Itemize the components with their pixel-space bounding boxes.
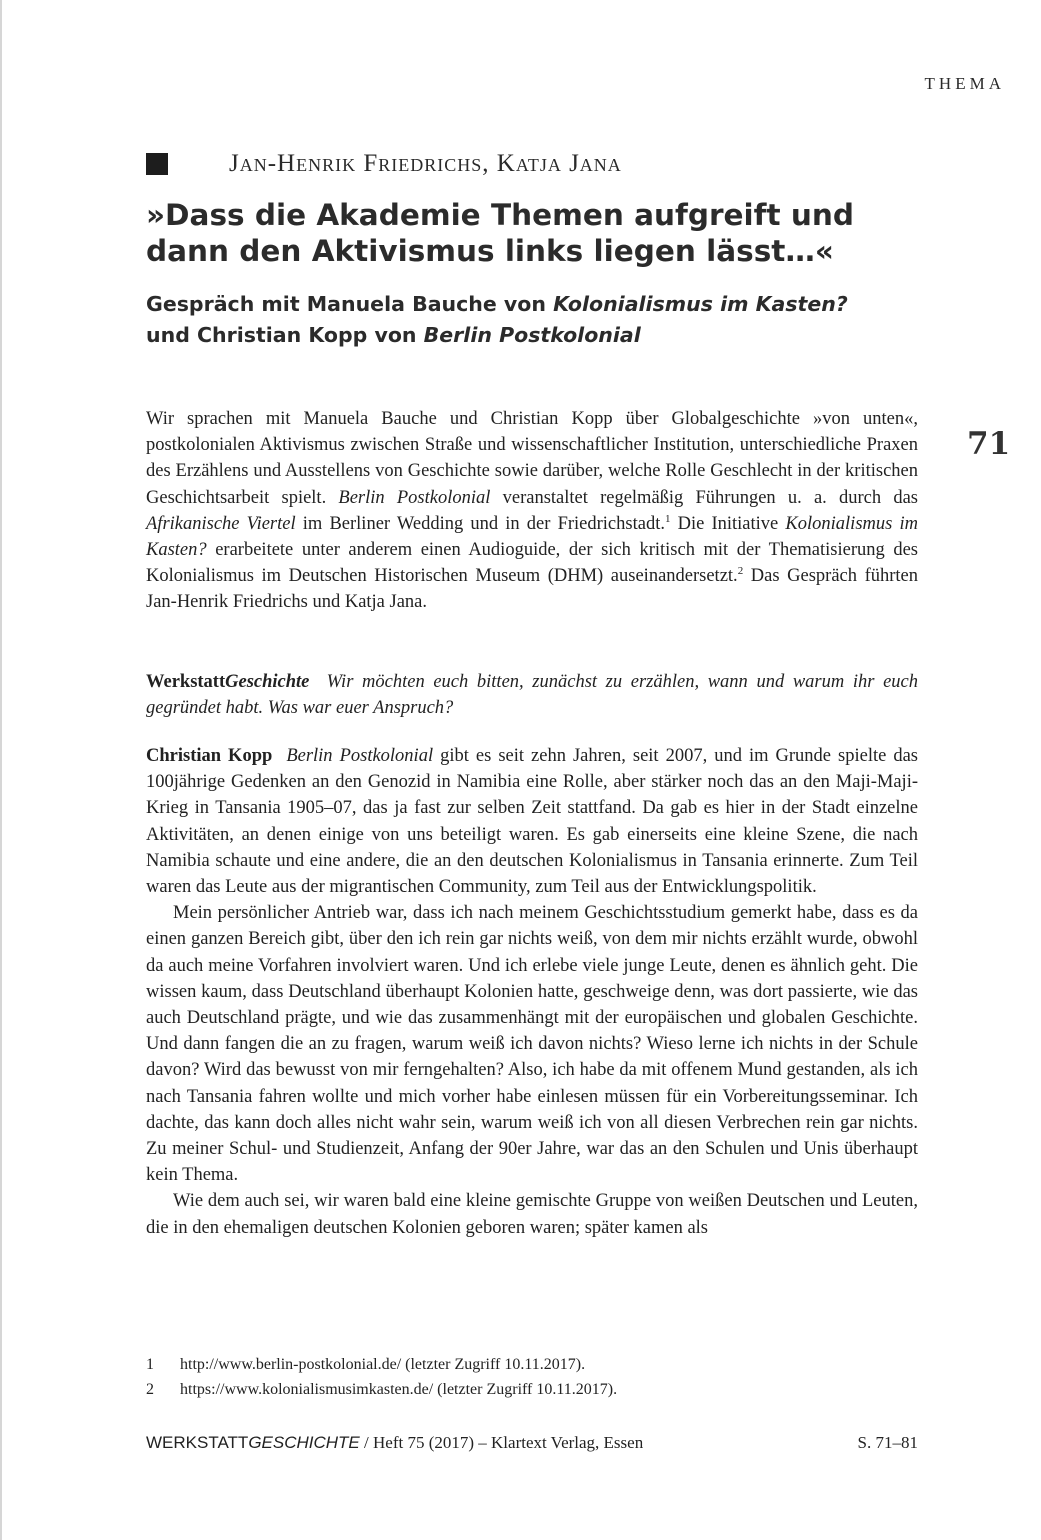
footnotes — [146, 1352, 918, 1402]
answer-paragraph: Christian Kopp Berlin Postkolonial gibt es seit zehn Jahren, seit 2007, und im Grunde spielte das 100jährige Gedenken an den Genozid in Namibia eine Rolle, aber stärker noch das an den Maji-Maji-Krieg in Tansania 1905–07, das ja fast zur selben Zeit stattfand. Da gab es hier in der Stadt einzelne Aktivitäten, an denen einige von uns beteiligt waren. Es gab einerseits eine kleine Szene, die nach Namibia schaute und eine andere, die an den deutschen Kolonialismus in Tansania erinnerte. Zum Teil waren das Leute aus der migrantischen Community, zum Teil aus der Entwicklungspolitik. — [146, 746, 918, 898]
subtitle-org-1: Kolonialismus im Kasten? — [553, 292, 848, 316]
answer-paragraph: Wie dem auch sei, wir waren bald eine kleine gemischte Gruppe von weißen Deutschen und Leuten, die in den ehemaligen deutschen Kolonien geboren waren; später kamen als — [146, 1191, 918, 1238]
intro-paragraph: Wir sprachen mit Manuela Bauche und Christian Kopp über Globalgeschichte »von unten«, postkolonialen Aktivismus zwischen Straße und wissenschaftlicher Institution, unterschiedliche Praxen des Erzählens und Ausstellens von Geschichte sowie darüber, welche Rolle Geschlecht in der kritischen Geschichtsarbeit spielt. Berlin Postkolonial veranstaltet regelmäßig Führungen u. a. durch das Afrikanische Viertel im Berliner Wedding und in der Friedrichstadt.$^1$ Die Initiative Kolonialismus im Kasten? erarbeitete unter anderem einen Audioguide, der sich kritisch mit der Thematisierung des Kolonialismus im Deutschen Historischen Museum (DHM) auseinandersetzt.$^2$ Das Gespräch führten Jan-Henrik Friedrichs und Katja Jana. — [146, 409, 919, 613]
footnote-ref-1: 1 — [664, 512, 671, 525]
author-line — [146, 150, 622, 178]
interview-answer — [146, 743, 918, 1241]
author-names: Jan-Henrik Friedrichs, Katja Jana — [229, 150, 622, 177]
article-title: »Dass die Akademie Themen aufgreift und dann den Aktivismus links liegen lässt…« — [146, 198, 854, 268]
question-text: Wir möchten euch bitten, zunächst zu erzählen, wann und warum ihr euch gegründet habt. Was war euer Anspruch? — [146, 672, 919, 719]
footnote: 1 http://www.berlin-postkolonial.de/ (letzter Zugriff 10.11.2017). — [146, 1352, 918, 1377]
page-edge — [0, 0, 2, 1540]
footnote: 2 https://www.kolonialismusimkasten.de/ (letzter Zugriff 10.11.2017). — [146, 1377, 918, 1402]
interview-question — [146, 669, 918, 721]
question-speaker: WerkstattGeschichte — [146, 672, 310, 692]
subtitle-text-2: und Christian Kopp von — [146, 323, 424, 347]
footnote-link[interactable]: https://www.kolonialismusimkasten.de/ (letzter Zugriff 10.11.2017). — [180, 1381, 618, 1398]
footnote-ref-2: 2 — [737, 565, 744, 578]
section-label: THEMA — [924, 74, 1005, 93]
journal-citation: WERKSTATTGESCHICHTE / Heft 75 (2017) – Klartext Verlag, Essen — [146, 1433, 644, 1452]
page-range: S. 71–81 — [857, 1433, 918, 1452]
answer-speaker: Christian Kopp — [146, 746, 273, 766]
page-number: 71 — [967, 426, 1011, 462]
footnote-link[interactable]: http://www.berlin-postkolonial.de/ (letzter Zugriff 10.11.2017). — [180, 1356, 586, 1373]
square-bullet-icon — [146, 153, 168, 175]
page-footer — [146, 1433, 918, 1453]
article-subtitle — [146, 289, 926, 351]
answer-paragraph: Mein persönlicher Antrieb war, dass ich nach meinem Geschichtsstudium gemerkt habe, dass es da einen ganzen Bereich gibt, über den ich rein gar nichts weiß, von dem mir nichts erzählt wurde, obwohl da auch meine Vorfahren involviert waren. Und ich erlebe viele junge Leute, denen es ähnlich geht. Die wissen kaum, dass Deutschland überhaupt Kolonien hatte, geschweige denn, was dort passierte, wie das auch Deutschland prägte, und wie das zusammenhängt mit der europäischen und globalen Geschichte. Und dann fangen die an zu fragen, warum weiß ich davon nichts? Wieso lerne ich nichts in der Schule davon? Wird das bewusst von mir ferngehalten? Also, ich habe da mit offenem Mund gestanden, als ich nach Tansania fahren wollte und mich vorher habe einlesen müssen für ein Vorbereitungsseminar. Ich dachte, das kann doch alles nicht wahr sein, warum weiß ich von all diesen Verbrechen rein gar nichts. Zu meiner Schul- und Studienzeit, Anfang der 90er Jahre, war das an den Schulen und Unis überhaupt kein Thema. — [146, 903, 918, 1186]
subtitle-text-1: Gespräch mit Manuela Bauche von — [146, 292, 554, 316]
subtitle-org-2: Berlin Postkolonial — [423, 323, 641, 347]
